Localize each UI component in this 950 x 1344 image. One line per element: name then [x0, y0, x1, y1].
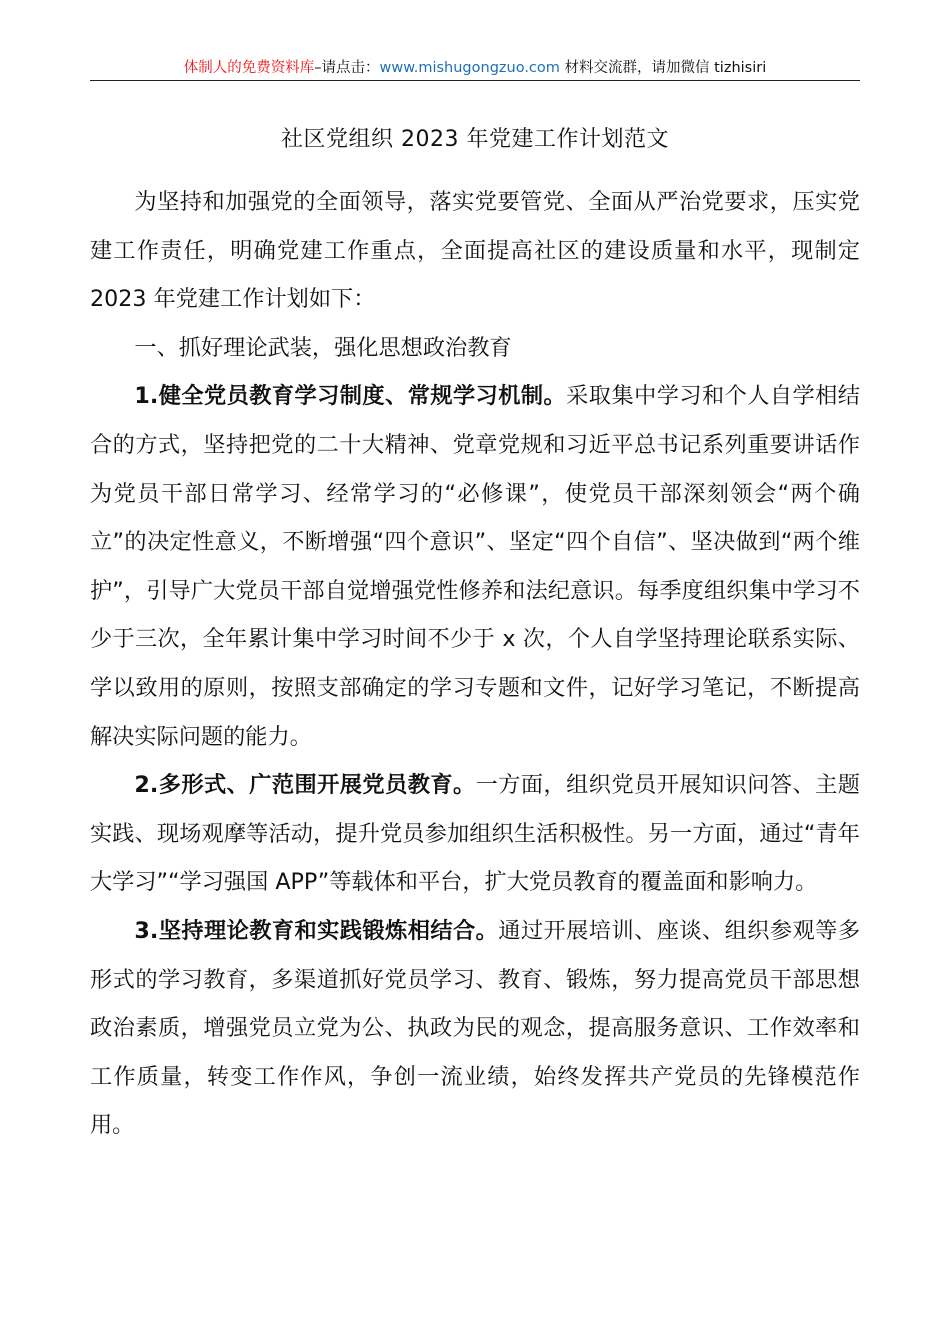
item-paragraph-1 [90, 372, 860, 761]
item-text-2: 一方面，组织党员开展知识问答、主题实践、现场观摩等活动，提升党员参加组织生活积极性。另一方面，通过“青年大学习”“学习强国 APP”等载体和平台，扩大党员教育的覆盖面和影响力。 [90, 772, 860, 896]
page-header [90, 56, 860, 81]
header-suffix-text: 材料交流群，请加微信 tizhisiri [564, 60, 767, 76]
document-title: 社区党组织 2023 年党建工作计划范文 [281, 127, 669, 152]
document-body [90, 178, 860, 1150]
item-lead-3: 3.坚持理论教育和实践锻炼相结合。 [134, 917, 499, 944]
item-lead-2: 2.多形式、广范围开展党员教育。 [134, 772, 476, 799]
header-website-link[interactable]: www.mishugongzuo.com [379, 60, 560, 76]
item-text-1: 采取集中学习和个人自学相结合的方式，坚持把党的二十大精神、党章党规和习近平总书记系列重要讲话作为党员干部日常学习、经常学习的“必修课”，使党员干部深刻领会“两个确立”的决定性意义，不断增强“四个意识”、坚定“四个自信”、坚决做到“两个维护”，引导广大党员干部自觉增强党性修养和法纪意识。每季度组织集中学习不少于三次，全年累计集中学习时间不少于 x 次，个人自学坚持理论联系实际、学以致用的原则，按照支部确定的学习专题和文件，记好学习笔记，不断提高解决实际问题的能力。 [90, 383, 860, 750]
item-lead-1: 1.健全党员教育学习制度、常规学习机制。 [134, 383, 567, 410]
item-text-3: 通过开展培训、座谈、组织参观等多形式的学习教育，多渠道抓好党员学习、教育、锻炼，努力提高党员干部思想政治素质，增强党员立党为公、执政为民的观念，提高服务意识、工作效率和工作质量，转变工作作风，争创一流业绩，始终发挥共产党员的先锋模范作用。 [90, 917, 861, 1139]
item-paragraph-3 [90, 907, 860, 1150]
intro-paragraph: 为坚持和加强党的全面领导，落实党要管党、全面从严治党要求，压实党建工作责任，明确党建工作重点，全面提高社区的建设质量和水平，现制定 2023 年党建工作计划如下： [90, 189, 860, 313]
header-prompt-text: –请点击： [314, 60, 380, 76]
item-paragraph-2 [90, 761, 860, 907]
header-brand-text: 体制人的免费资料库 [183, 60, 315, 76]
section-heading-1: 一、抓好理论武装，强化思想政治教育 [134, 334, 512, 361]
